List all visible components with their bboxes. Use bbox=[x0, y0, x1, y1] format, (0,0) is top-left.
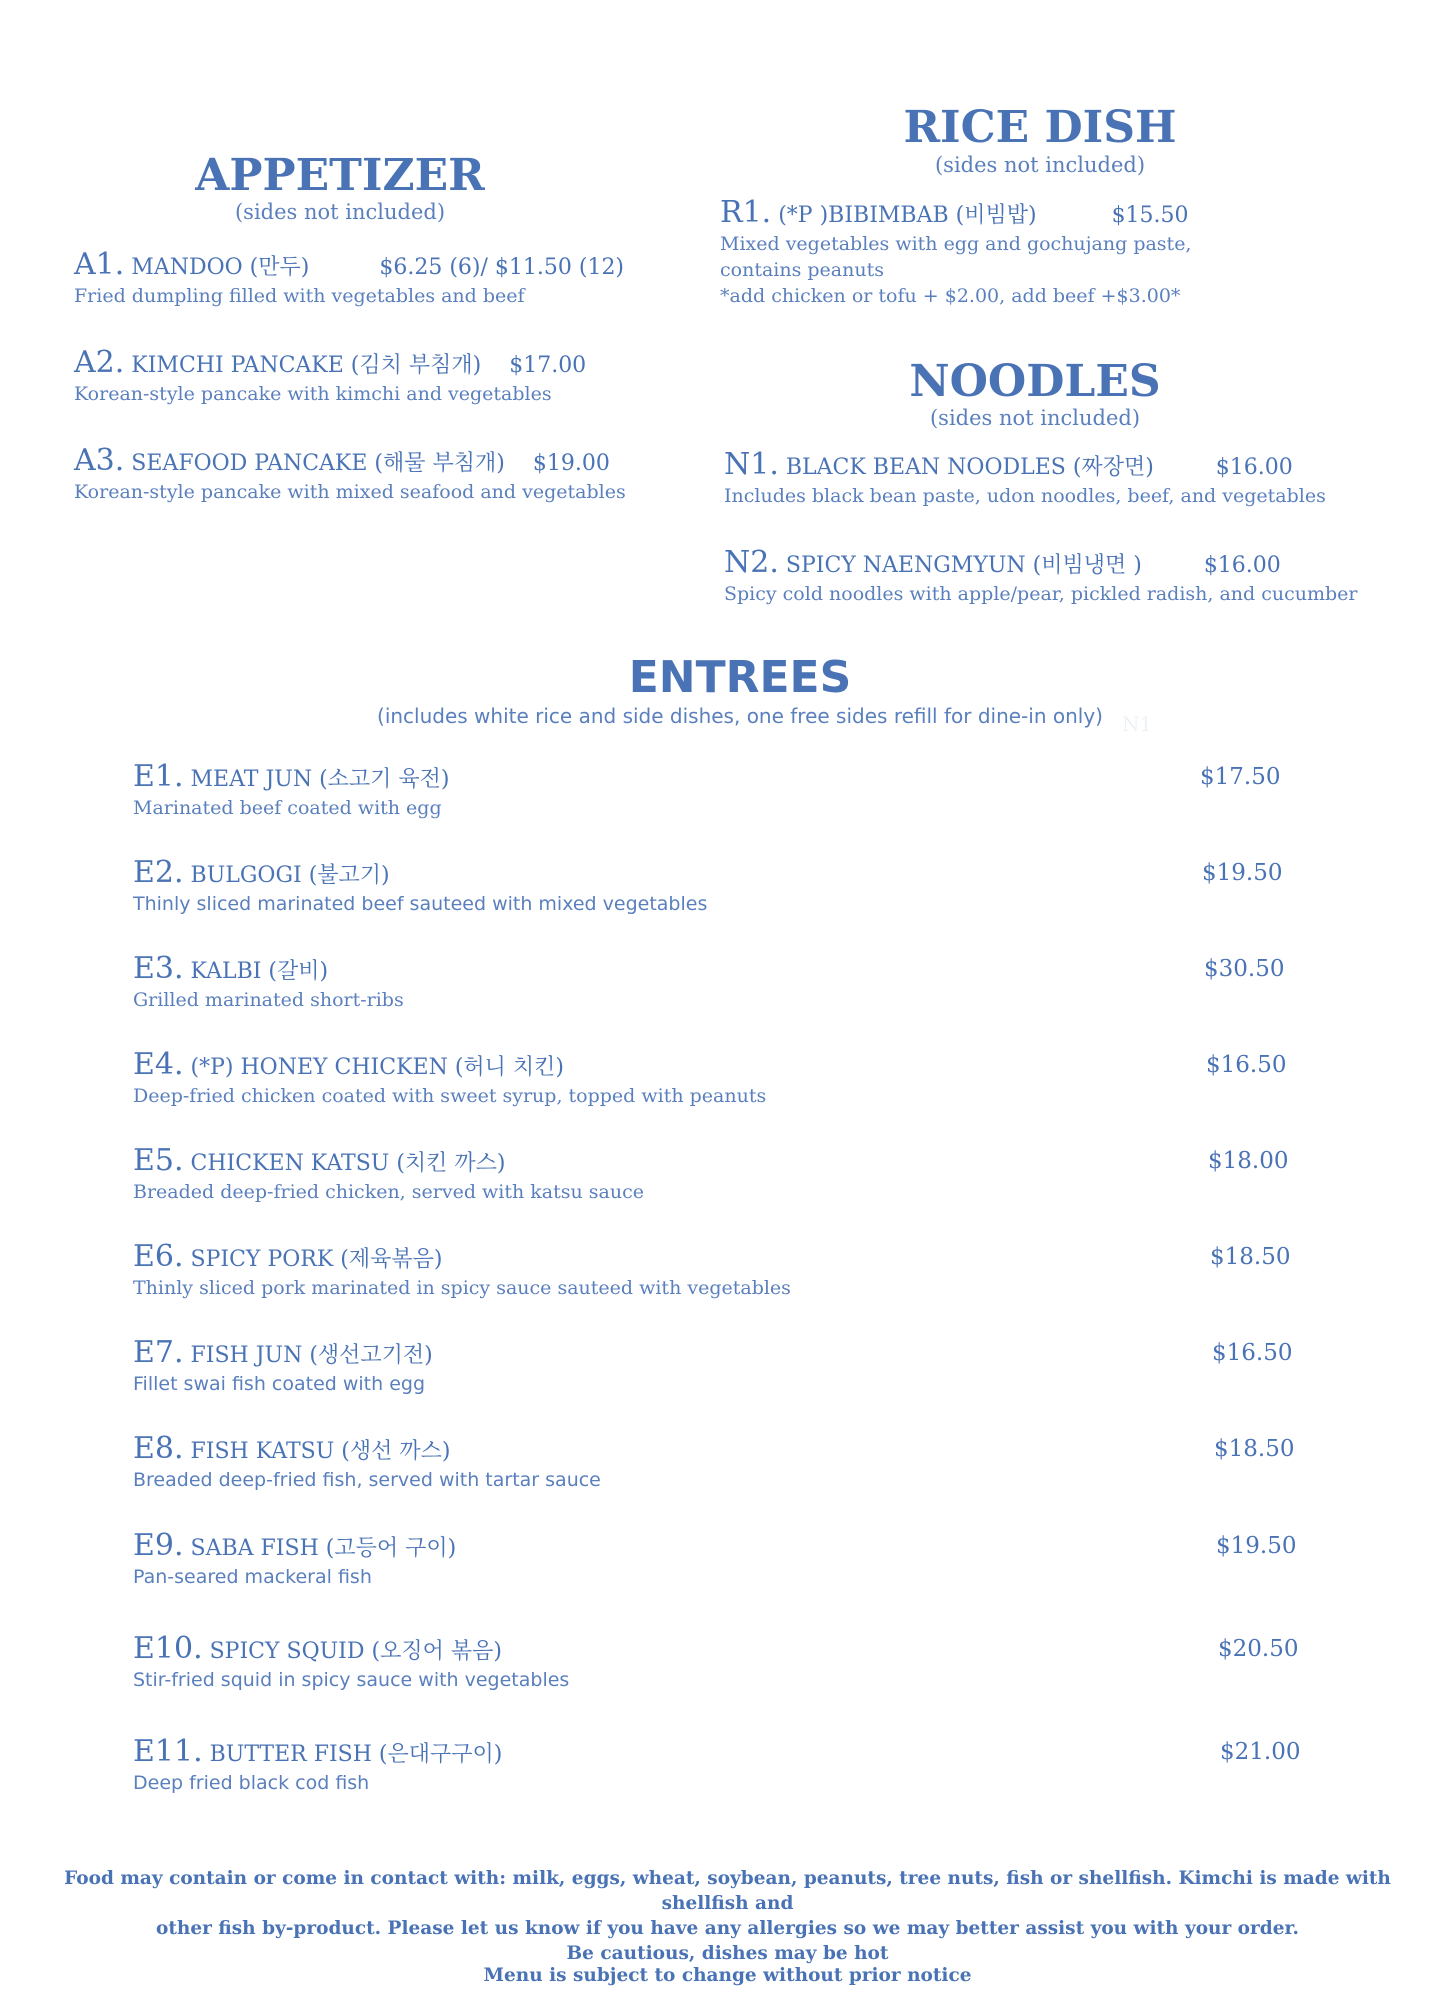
item-price: $16.00 bbox=[1203, 553, 1281, 578]
allergy-notice-line-3: Be cautious, dishes may be hot bbox=[566, 1943, 889, 1964]
item-desc: Fillet swai fish coated with egg bbox=[133, 1373, 426, 1395]
item-code: E4. bbox=[133, 1047, 184, 1082]
item-name: BUTTER FISH (은대구구이) bbox=[209, 1742, 503, 1767]
allergy-notice-line-1: Food may contain or come in contact with: milk, eggs, wheat, soybean, peanuts, tree nuts, fish or shellfish. Kimchi is made with shellfish and bbox=[64, 1868, 1391, 1914]
item-desc: Breaded deep-fried chicken, served with katsu sauce bbox=[133, 1181, 644, 1203]
item-desc: Breaded deep-fried fish, served with tartar sauce bbox=[133, 1469, 601, 1491]
item-name: BULGOGI (불고기) bbox=[190, 863, 390, 888]
entree-price-e2: $19.50 bbox=[1202, 860, 1283, 886]
item-code: E9. bbox=[133, 1528, 184, 1563]
item-name: (*P) HONEY CHICKEN (허니 치킨) bbox=[190, 1055, 564, 1080]
entree-item-e9 bbox=[133, 1528, 457, 1590]
item-desc: Mixed vegetables with egg and gochujang paste, bbox=[720, 233, 1192, 255]
item-code: A2. bbox=[74, 345, 125, 380]
item-name: KIMCHI PANCAKE (김치 부침개) bbox=[131, 353, 482, 378]
item-name: MEAT JUN (소고기 육전) bbox=[190, 767, 450, 792]
item-code: E1. bbox=[133, 759, 184, 794]
item-price: $17.00 bbox=[509, 353, 587, 378]
entree-price-e4: $16.50 bbox=[1206, 1052, 1287, 1078]
item-desc: Stir-fried squid in spicy sauce with vegetables bbox=[133, 1669, 570, 1691]
entree-item-e2 bbox=[133, 855, 708, 917]
entrees-ghost-text: N1 bbox=[1122, 712, 1153, 736]
entree-item-e10 bbox=[133, 1631, 570, 1693]
item-name: SEAFOOD PANCAKE (해물 부침개) bbox=[131, 451, 505, 476]
item-price: $16.00 bbox=[1215, 455, 1293, 480]
item-price: $15.50 bbox=[1111, 203, 1189, 228]
item-name: MANDOO (만두) bbox=[131, 255, 310, 280]
noodles-item-n2 bbox=[724, 545, 1358, 607]
appetizer-item-a2 bbox=[74, 345, 587, 407]
item-desc: Deep fried black cod fish bbox=[133, 1772, 370, 1794]
noodles-item-n1 bbox=[724, 447, 1326, 509]
menu-change-notice: Menu is subject to change without prior notice bbox=[483, 1965, 972, 1986]
entree-item-e11 bbox=[133, 1734, 503, 1796]
entree-price-e10: $20.50 bbox=[1218, 1636, 1299, 1662]
entree-price-e6: $18.50 bbox=[1210, 1244, 1291, 1270]
appetizer-subtitle: (sides not included) bbox=[234, 200, 446, 224]
item-desc: Pan-seared mackeral fish bbox=[133, 1566, 372, 1588]
entree-price-e1: $17.50 bbox=[1200, 764, 1281, 790]
entree-price-e7: $16.50 bbox=[1212, 1340, 1293, 1366]
entrees-subtitle: (includes white rice and side dishes, one free sides refill for dine-in only) bbox=[377, 704, 1103, 728]
item-desc: Korean-style pancake with mixed seafood and vegetables bbox=[74, 481, 626, 503]
entree-item-e5 bbox=[133, 1143, 644, 1205]
item-name: FISH KATSU (생선 까스) bbox=[190, 1439, 451, 1464]
item-code: E5. bbox=[133, 1143, 184, 1178]
item-name: KALBI (갈비) bbox=[190, 959, 329, 984]
item-code: A3. bbox=[74, 443, 125, 478]
item-name: BLACK BEAN NOODLES (짜장면) bbox=[785, 455, 1154, 480]
item-desc: Thinly sliced pork marinated in spicy sauce sauteed with vegetables bbox=[133, 1277, 791, 1299]
item-desc: Includes black bean paste, udon noodles, beef, and vegetables bbox=[724, 485, 1326, 507]
entree-item-e3 bbox=[133, 951, 404, 1013]
entree-price-e9: $19.50 bbox=[1216, 1533, 1297, 1559]
item-desc: Spicy cold noodles with apple/pear, pickled radish, and cucumber bbox=[724, 583, 1358, 605]
appetizer-item-a1 bbox=[74, 247, 625, 309]
entree-price-e5: $18.00 bbox=[1208, 1148, 1289, 1174]
rice-title: RICE DISH bbox=[903, 102, 1177, 153]
item-name: CHICKEN KATSU (치킨 까스) bbox=[190, 1151, 506, 1176]
entree-price-e8: $18.50 bbox=[1214, 1436, 1295, 1462]
noodles-subtitle: (sides not included) bbox=[929, 406, 1141, 430]
item-code: E7. bbox=[133, 1335, 184, 1370]
item-desc: Thinly sliced marinated beef sauteed with mixed vegetables bbox=[133, 893, 708, 915]
item-desc-3: *add chicken or tofu + $2.00, add beef +$3.00* bbox=[720, 285, 1181, 307]
item-code: A1. bbox=[74, 247, 125, 282]
entree-price-e3: $30.50 bbox=[1204, 956, 1285, 982]
noodles-title: NOODLES bbox=[909, 356, 1161, 407]
entree-item-e8 bbox=[133, 1431, 601, 1493]
rice-subtitle: (sides not included) bbox=[934, 153, 1146, 177]
item-code: E10. bbox=[133, 1631, 203, 1666]
item-code: E2. bbox=[133, 855, 184, 890]
item-desc: Korean-style pancake with kimchi and vegetables bbox=[74, 383, 552, 405]
entree-price-e11: $21.00 bbox=[1220, 1739, 1301, 1765]
item-desc-2: contains peanuts bbox=[720, 259, 884, 281]
item-name: SPICY PORK (제육볶음) bbox=[190, 1247, 443, 1272]
item-name: FISH JUN (생선고기전) bbox=[190, 1343, 433, 1368]
item-code: E8. bbox=[133, 1431, 184, 1466]
item-code: E6. bbox=[133, 1239, 184, 1274]
entree-item-e4 bbox=[133, 1047, 767, 1109]
item-desc: Fried dumpling filled with vegetables and beef bbox=[74, 285, 525, 307]
item-desc: Deep-fried chicken coated with sweet syrup, topped with peanuts bbox=[133, 1085, 767, 1107]
entree-item-e6 bbox=[133, 1239, 791, 1301]
item-name: SABA FISH (고등어 구이) bbox=[190, 1536, 457, 1561]
item-name: SPICY NAENGMYUN (비빔냉면 ) bbox=[785, 553, 1142, 578]
item-name: SPICY SQUID (오징어 볶음) bbox=[209, 1639, 502, 1664]
allergy-notice bbox=[40, 1866, 1415, 1966]
appetizer-title: APPETIZER bbox=[195, 150, 485, 201]
item-code: N2. bbox=[724, 545, 779, 580]
rice-item-r1 bbox=[720, 195, 1192, 309]
entree-item-e1 bbox=[133, 759, 450, 821]
item-price: $19.00 bbox=[532, 451, 610, 476]
item-code: R1. bbox=[720, 195, 772, 230]
appetizer-item-a3 bbox=[74, 443, 626, 505]
item-desc: Marinated beef coated with egg bbox=[133, 797, 442, 819]
item-code: N1. bbox=[724, 447, 779, 482]
item-code: E3. bbox=[133, 951, 184, 986]
item-code: E11. bbox=[133, 1734, 203, 1769]
entree-item-e7 bbox=[133, 1335, 433, 1397]
entrees-title: ENTREES bbox=[628, 652, 852, 703]
item-price: $6.25 (6)/ $11.50 (12) bbox=[379, 255, 625, 280]
item-desc: Grilled marinated short-ribs bbox=[133, 989, 404, 1011]
item-name: (*P )BIBIMBAB (비빔밥) bbox=[778, 203, 1037, 228]
allergy-notice-line-2: other fish by-product. Please let us know if you have any allergies so we may better assist you with your order. bbox=[156, 1918, 1299, 1939]
